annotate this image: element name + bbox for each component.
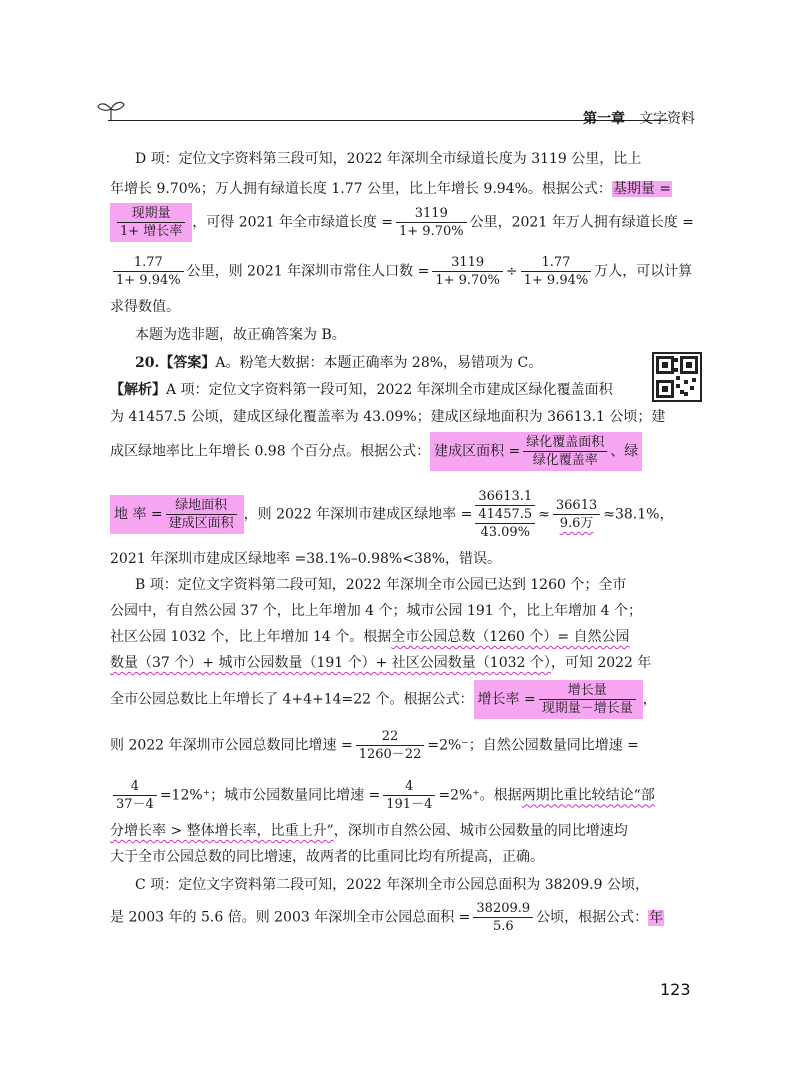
fraction: $\frac{4}{37-4}$ — [113, 778, 157, 813]
text-line-9: 为 41457.5 公顷，建成区绿化覆盖率为 43.09%；建成区绿地面积为 36613.1 公顷；建 — [110, 409, 666, 425]
fraction: $\frac{36613}{\text{9.6万}}$ — [553, 497, 600, 532]
fraction: $\frac{22}{1260-22}$ — [356, 728, 425, 763]
text-line-16: 数量（37 个）+ 城市公园数量（191 个）+ 社区公园数量（1032 个），可知 2022 年 — [110, 655, 652, 671]
text-line-6: 本题为选非题，故正确答案为 B。 — [135, 327, 346, 343]
text-line-21: 大于全市公园总数的同比增速，故两者的比重同比均有所提高，正确。 — [110, 849, 544, 865]
fraction: $\frac{38209.9}{5.6}$ — [473, 900, 533, 935]
chapter-title: 文字资料 — [639, 111, 695, 127]
text-line-22: C 项：定位文字资料第二段可知，2022 年深圳全市公园总面积为 38209.9 公顷， — [135, 877, 650, 893]
text-line-8: 【解析】A 项：定位文字资料第一段可知，2022 年深圳全市建成区绿化覆盖面积 — [110, 382, 613, 398]
text-line-19: $\frac{4}{37-4}$ =12%⁺；城市公园数量同比增速 = $\frac{4}{191-4}$ =2%⁺。根据两期比重比较结论“部 — [110, 778, 655, 813]
text-line-14: 公园中，有自然公园 37 个，比上年增加 4 个；城市公园 191 个，比上年增加 4 个； — [110, 603, 642, 619]
text-line-7: 20.【答案】A。粉笔大数据：本题正确率为 28%，易错项为 C。 — [135, 355, 543, 371]
fraction: $\frac{1.77}{1+ 9.94\%}$ — [113, 254, 184, 289]
formula-highlight: 年 — [649, 909, 664, 926]
text-line-2: 年增长 9.70%；万人拥有绿道长度 1.77 公里，比上年增长 9.94%。根据公式：基期量 = — [110, 181, 672, 197]
qr-code[interactable] — [652, 352, 702, 402]
text-line-4: $\frac{1.77}{1+ 9.94\%}$ 公里，则 2021 年深圳市常住人口数 = $\frac{3119}{1+ 9.70\%}$ ÷ $\frac{1.77}{1+ 9.94\%}$ 万人，可以计算 — [110, 254, 692, 289]
text-line-20: 分增长率 > 整体增长率，比重上升”，深圳市自然公园、城市公园数量的同比增速均 — [110, 823, 628, 839]
formula-highlight: 建成区面积 = $\frac{\text{绿化覆盖面积}}{\text{绿化覆盖率}}$ 、绿 — [430, 432, 642, 471]
text-line-10: 成区绿地率比上年增长 0.98 个百分点。根据公式： 建成区面积 = $\frac{\text{绿化覆盖面积}}{\text{绿化覆盖率}}$ 、绿 — [110, 432, 642, 471]
wavy-underline: 分增长率 > 整体增长率，比重上升” — [110, 823, 334, 839]
text-line-11: 地 率 = $\frac{\text{绿地面积}}{\text{建成区面积}}$ ，则 2022 年深圳市建成区绿地率 = 36613.1 41457.5 43.09% ≈ $\frac{36613}{\text{9.6万}}$ ≈38.1%， — [110, 488, 673, 541]
text-line-12: 2021 年深圳市建成区绿地率 =38.1%–0.98%<38%，错误。 — [110, 551, 502, 567]
fraction: $\frac{1.77}{1+ 9.94\%}$ — [521, 254, 592, 289]
text-line-1: D 项：定位文字资料第三段可知，2022 年深圳全市绿道长度为 3119 公里，比上 — [135, 151, 642, 167]
fraction: $\frac{4}{191-4}$ — [383, 778, 435, 813]
formula-highlight: 地 率 = $\frac{\text{绿地面积}}{\text{建成区面积}}$ — [110, 495, 244, 534]
text-line-5: 求得数值。 — [110, 299, 180, 315]
text-line-13: B 项：定位文字资料第二段可知，2022 年深圳全市公园已达到 1260 个；全市 — [135, 577, 627, 593]
chapter-label: 第一章 — [583, 111, 625, 127]
text-line-23: 是 2003 年的 5.6 倍。则 2003 年深圳全市公园总面积 = $\frac{38209.9}{5.6}$ 公顷，根据公式：年 — [110, 901, 664, 934]
text-line-3: $\frac{\text{现期量}}{\text{1+ 增长率}}$ ，可得 2021 年全市绿道长度 = $\frac{3119}{1+ 9.70\%}$ 公里，2021 年万人拥有绿道长度 = — [110, 203, 694, 242]
formula-highlight: 基期量 = — [612, 181, 672, 197]
sprout-icon — [96, 98, 126, 122]
formula-highlight: $\frac{\text{现期量}}{\text{1+ 增长率}}$ — [110, 203, 192, 242]
wavy-underline: 全市公园总数（1260 个）= 自然公园 — [391, 629, 630, 645]
page-number: 123 — [660, 980, 691, 999]
text-line-17: 全市公园总数比上年增长了 4+4+14=22 个。根据公式： 增长率 = $\frac{\text{增长量}}{\text{现期量－增长量}}$ ， — [110, 680, 657, 719]
text-line-18: 则 2022 年深圳市公园总数同比增速 = $\frac{22}{1260-22}$ =2%⁻；自然公园数量同比增速 = — [110, 729, 639, 762]
fraction: $\frac{3119}{1+ 9.70\%}$ — [396, 205, 467, 240]
formula-highlight: 增长率 = $\frac{\text{增长量}}{\text{现期量－增长量}}$ — [474, 680, 643, 719]
wavy-underline: 数量（37 个）+ 城市公园数量（191 个）+ 社区公园数量（1032 个） — [110, 655, 551, 671]
text-line-15: 社区公园 1032 个，比上年增加 14 个。根据全市公园总数（1260 个）= 自然公园 — [110, 629, 630, 645]
fraction: $\frac{3119}{1+ 9.70\%}$ — [432, 254, 503, 289]
wavy-underline: 两期比重比较结论“部 — [521, 787, 655, 804]
running-header — [583, 108, 695, 128]
compound-fraction: 36613.1 41457.5 43.09% — [475, 488, 535, 541]
